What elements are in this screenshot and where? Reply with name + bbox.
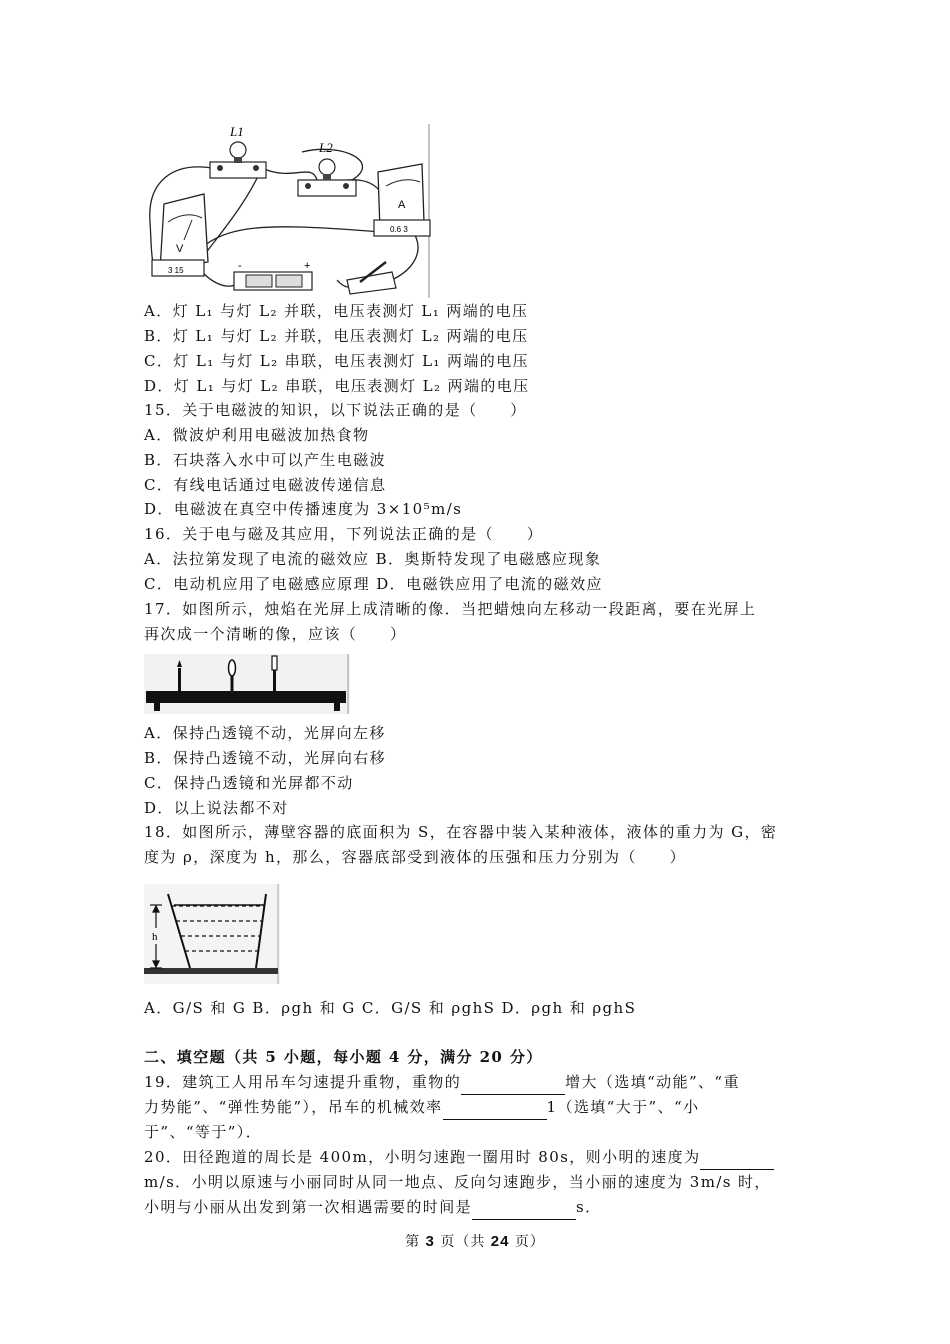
q15-option-c: C．有线电话通过电磁波传递信息	[144, 476, 387, 494]
q20-line3	[144, 1195, 816, 1220]
q19-blank-1[interactable]	[461, 1076, 565, 1095]
q16-stem: 16．关于电与磁及其应用，下列说法正确的是（ ）	[144, 525, 544, 543]
q15-option-a: A．微波炉利用电磁波加热食物	[144, 426, 370, 444]
q15-stem: 15．关于电磁波的知识，以下说法正确的是（ ）	[144, 401, 527, 419]
ammeter-scale: 0.6 3	[390, 225, 408, 234]
battery-minus: -	[238, 260, 242, 272]
l2-label: L2	[319, 140, 333, 155]
q20-line2: m/s．小明以原速与小丽同时从同一地点、反向匀速跑步，当小丽的速度为 3m/s 时，	[144, 1173, 771, 1191]
lamp-l1	[210, 124, 266, 178]
q18-stem-line1: 18．如图所示，薄壁容器的底面积为 S，在容器中装入某种液体，液体的重力为 G，密	[144, 823, 778, 841]
q16-options-cd: C．电动机应用了电磁感应原理 D．电磁铁应用了电流的磁效应	[144, 575, 603, 593]
q19-line3: 于”、“等于”）．	[144, 1123, 263, 1141]
q19-text-3: 力势能”、“弹性势能”），吊车的机械效率	[144, 1098, 443, 1116]
q19-blank-2[interactable]	[443, 1101, 547, 1120]
q16-options-ab: A．法拉第发现了电流的磁效应 B．奥斯特发现了电磁感应现象	[144, 550, 602, 568]
q20-text-1: 20．田径跑道的周长是 400m，小明匀速跑一圈用时 80s，则小明的速度为	[144, 1148, 701, 1166]
q17-option-b: B．保持凸透镜不动，光屏向右移	[144, 749, 387, 767]
battery-plus: +	[304, 260, 311, 272]
q18-stem-line2: 度为 ρ，深度为 h，那么，容器底部受到液体的压强和压力分别为（ ）	[144, 848, 687, 866]
q20-text-2: 小明与小丽从出发到第一次相遇需要的时间是	[144, 1198, 473, 1216]
q14-option-b: B．灯 L₁ 与灯 L₂ 并联，电压表测灯 L₂ 两端的电压	[144, 327, 529, 345]
footer-page-number: 3	[425, 1233, 435, 1250]
footer-total-pages: 24	[490, 1233, 510, 1250]
q20-line1	[144, 1145, 816, 1170]
optical-bench-figure	[144, 654, 350, 714]
q15-option-b: B．石块落入水中可以产生电磁波	[144, 451, 387, 469]
footer-suffix: 页）	[514, 1234, 545, 1250]
voltmeter	[152, 194, 208, 276]
q18-options: A．G/S 和 G B．ρgh 和 G C．G/S 和 ρghS D．ρgh 和 ρghS	[144, 999, 637, 1017]
q17-stem-line2: 再次成一个清晰的像，应该（ ）	[144, 625, 407, 643]
container-figure	[144, 884, 280, 984]
ammeter-label: A	[398, 199, 406, 211]
q17-option-c: C．保持凸透镜和光屏都不动	[144, 774, 354, 792]
q15-option-d: D．电磁波在真空中传播速度为 3×10⁵m/s	[144, 500, 463, 518]
lamp-l2	[298, 140, 356, 196]
q19-line1	[144, 1070, 816, 1095]
voltmeter-label: V	[176, 243, 184, 255]
q17-option-a: A．保持凸透镜不动，光屏向左移	[144, 724, 386, 742]
q19-text-1: 19．建筑工人用吊车匀速提升重物，重物的	[144, 1073, 462, 1091]
switch	[347, 262, 396, 294]
q20-blank-1[interactable]	[700, 1151, 774, 1170]
circuit-diagram-figure	[142, 122, 434, 298]
q19-line2	[144, 1095, 816, 1120]
depth-label: h	[152, 931, 158, 943]
q14-option-c: C．灯 L₁ 与灯 L₂ 串联，电压表测灯 L₁ 两端的电压	[144, 352, 530, 370]
ammeter	[374, 164, 430, 236]
q17-option-d: D．以上说法都不对	[144, 799, 289, 817]
q14-option-d: D．灯 L₁ 与灯 L₂ 串联，电压表测灯 L₂ 两端的电压	[144, 377, 530, 395]
battery	[234, 260, 312, 290]
page-footer	[0, 1231, 950, 1251]
footer-prefix: 第	[405, 1234, 421, 1250]
voltmeter-scale: 3 15	[168, 266, 184, 275]
l1-label: L1	[230, 124, 244, 139]
q17-stem-line1: 17．如图所示，烛焰在光屏上成清晰的像．当把蜡烛向左移动一段距离，要在光屏上	[144, 600, 757, 618]
footer-middle: 页（共	[440, 1234, 486, 1250]
q20-text-3: s．	[576, 1198, 602, 1216]
section2-heading: 二、填空题（共 5 小题，每小题 4 分，满分 20 分）	[144, 1048, 543, 1066]
q19-text-4: 1（选填“大于”、“小	[546, 1098, 700, 1116]
q20-blank-2[interactable]	[472, 1201, 576, 1220]
q19-text-2: 增大（选填“动能”、“重	[565, 1073, 740, 1091]
q14-option-a: A．灯 L₁ 与灯 L₂ 并联，电压表测灯 L₁ 两端的电压	[144, 302, 529, 320]
